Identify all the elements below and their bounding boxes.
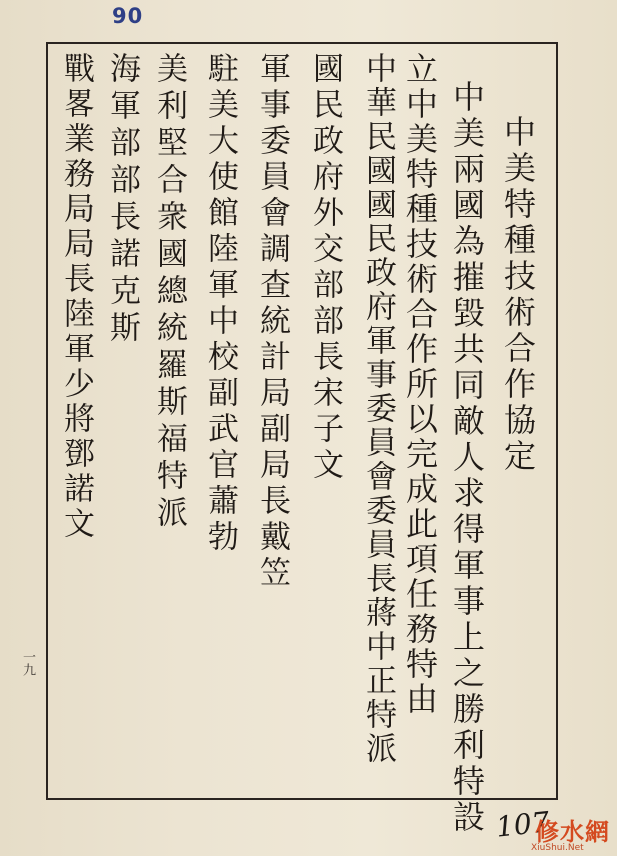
text-column-1: 中美兩國為摧毀共同敵人求得軍事上之勝利特設 — [448, 80, 486, 836]
text-column-4: 國民政府外交部部長宋子文 — [307, 52, 343, 484]
page-number: 一九 — [20, 650, 35, 676]
watermark-sub-text: XiuShui.Net — [531, 843, 584, 853]
text-column-2: 立中美特種技術合作所以完成此項任務特由 — [401, 52, 439, 717]
text-column-6: 駐美大使館陸軍中校副武官蕭勃 — [202, 52, 238, 556]
watermark-logo — [531, 812, 615, 856]
text-column-9: 戰畧業務局局長陸軍少將鄧諾文 — [58, 52, 94, 542]
document-title: 中美特種技術合作協定 — [499, 115, 537, 475]
text-column-5: 軍事委員會調查統計局副局長戴笠 — [254, 52, 290, 592]
archive-stamp-number: 90 — [112, 4, 144, 28]
text-column-3: 中華民國國民政府軍事委員會委員長蔣中正特派 — [360, 52, 396, 766]
text-column-8: 海軍部部長諾克斯 — [104, 52, 140, 348]
text-column-7: 美利堅合衆國總統羅斯福特派 — [151, 52, 187, 533]
watermark-main-text: 修水網 — [535, 817, 610, 846]
handwritten-page-note: 107 — [494, 805, 552, 844]
